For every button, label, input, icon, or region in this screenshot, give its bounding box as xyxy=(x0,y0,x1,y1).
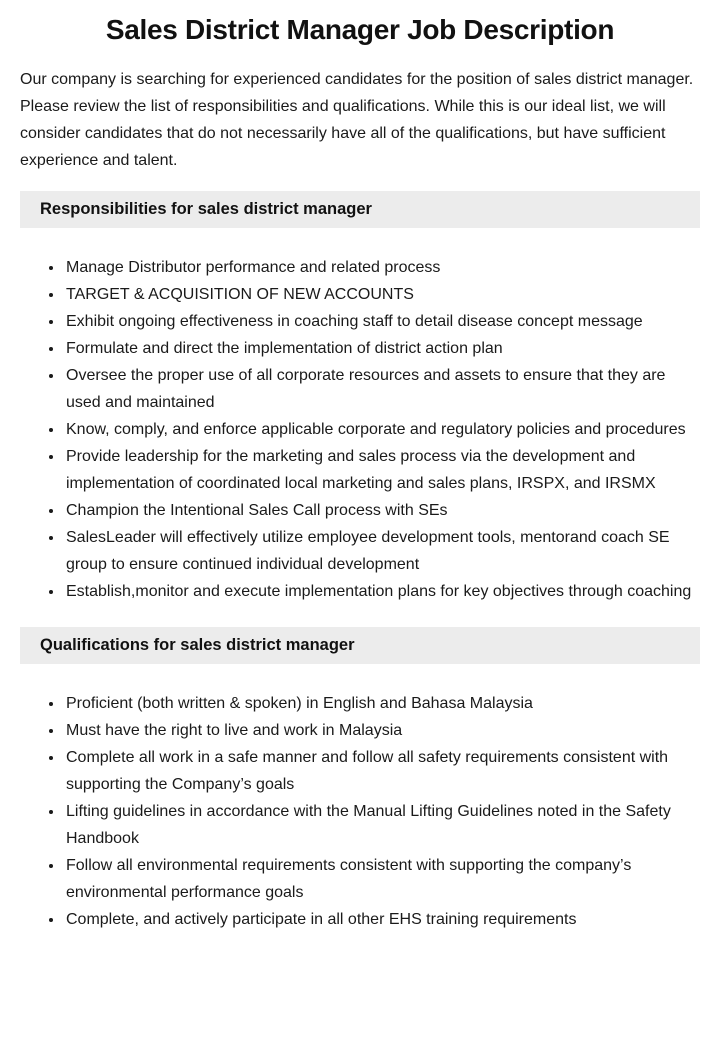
section-responsibilities xyxy=(20,191,700,605)
list-item: • Exhibit ongoing effectiveness in coaching staff to detail disease concept message xyxy=(64,308,700,335)
list-item: • Establish,monitor and execute implementation plans for key objectives through coaching xyxy=(64,578,700,605)
responsibilities-header-label: Responsibilities for sales district manager xyxy=(40,200,372,218)
list-item: • Complete, and actively participate in all other EHS training requirements xyxy=(64,906,700,933)
list-item: • Formulate and direct the implementation of district action plan xyxy=(64,335,700,362)
list-item: • Provide leadership for the marketing and sales process via the development and implementation of coordinated local marketing and sales plans, IRSPX, and IRSMX xyxy=(64,443,700,497)
qualifications-header xyxy=(20,627,700,664)
list-item: • Complete all work in a safe manner and follow all safety requirements consistent with supporting the Company’s goals xyxy=(64,744,700,798)
list-item: • Oversee the proper use of all corporate resources and assets to ensure that they are used and maintained xyxy=(64,362,700,416)
responsibilities-header xyxy=(20,191,700,228)
list-item: • Lifting guidelines in accordance with the Manual Lifting Guidelines noted in the Safety Handbook xyxy=(64,798,700,852)
list-item: • Follow all environmental requirements consistent with supporting the company’s environmental performance goals xyxy=(64,852,700,906)
list-item: • Champion the Intentional Sales Call process with SEs xyxy=(64,497,700,524)
page-title: Sales District Manager Job Description xyxy=(105,14,615,45)
list-item: • Proficient (both written & spoken) in English and Bahasa Malaysia xyxy=(64,690,700,717)
list-item: • SalesLeader will effectively utilize employee development tools, mentorand coach SE group to ensure continued individual development xyxy=(64,524,700,578)
intro-paragraph: Our company is searching for experienced candidates for the position of sales district manager. Please review the list of responsibilities and qualifications. While this is our ideal list, we will consider candidates that do not necessarily have all of the qualifications, but have sufficient experience and talent. xyxy=(20,71,694,169)
responsibilities-list xyxy=(20,254,700,605)
list-item: • Manage Distributor performance and related process xyxy=(64,254,700,281)
list-item: • Must have the right to live and work in Malaysia xyxy=(64,717,700,744)
section-qualifications xyxy=(20,627,700,933)
qualifications-header-label: Qualifications for sales district manager xyxy=(40,636,355,654)
list-item: • TARGET & ACQUISITION OF NEW ACCOUNTS xyxy=(64,281,700,308)
list-item: • Know, comply, and enforce applicable corporate and regulatory policies and procedures xyxy=(64,416,700,443)
qualifications-list xyxy=(20,690,700,933)
